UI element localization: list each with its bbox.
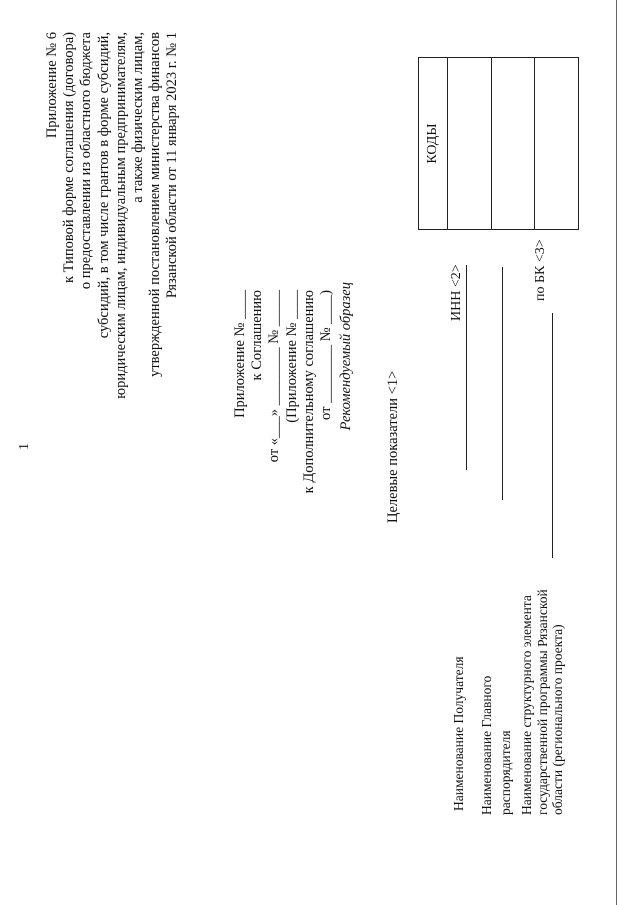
page-number: 1 — [17, 443, 32, 450]
recipient-label: Наименование Получателя — [451, 656, 466, 811]
inn-label: ИНН <2> — [449, 264, 464, 321]
annex-line: (Приложение № ____ — [283, 290, 300, 423]
annex-line: к Дополнительному соглашению — [300, 290, 317, 494]
distributor-label-line: Наименование Главного — [479, 675, 494, 815]
appendix-line: утвержденной постановлением министерства финансов — [147, 32, 164, 377]
structural-element-label — [519, 485, 566, 815]
annex-line: Приложение № ____ — [232, 290, 248, 418]
distributor-label — [478, 645, 515, 815]
recommended-sample-note: Рекомендуемый образец — [338, 282, 354, 431]
appendix-line: Рязанской области от 11 января 2023 г. № 1 — [164, 32, 181, 299]
appendix-line: Приложение № 6 — [44, 32, 60, 139]
structural-label-line: государственной программы Рязанской — [534, 589, 550, 815]
appendix-line: юридическим лицам, индивидуальным предпринимателям, — [112, 32, 129, 399]
distributor-label-line: распорядителя — [497, 730, 513, 815]
bk-label: по БК <3> — [533, 239, 548, 301]
distributor-fill-line — [502, 267, 503, 500]
annex-line: к Соглашению — [249, 290, 266, 381]
structural-label-line: области (регионального проекта) — [550, 624, 565, 815]
appendix-line: о предоставлении из областного бюджета — [78, 32, 95, 290]
recipient-fill-line — [466, 265, 467, 470]
annex-block — [232, 290, 335, 730]
code-cell-distributor — [491, 58, 535, 230]
annex-line: от «___» ________ № _____ — [266, 290, 283, 463]
codes-table — [418, 57, 579, 230]
appendix-line: а также физическим лицам, — [130, 32, 147, 203]
codes-header: КОДЫ — [419, 58, 448, 230]
structural-fill-line — [552, 313, 553, 558]
appendix-header — [44, 32, 182, 592]
appendix-line: к Типовой форме соглашения (договора) — [61, 32, 78, 284]
document-title: Целевые показатели <1> — [385, 370, 401, 523]
page-edge-rule — [616, 0, 617, 905]
code-cell-bk — [535, 58, 579, 230]
structural-label-line: Наименование структурного элемента — [519, 595, 534, 815]
code-cell-inn — [448, 58, 492, 230]
appendix-line: субсидий, в том числе грантов в форме субсидий, — [95, 32, 112, 339]
annex-line: от ________ № ____) — [318, 290, 335, 420]
